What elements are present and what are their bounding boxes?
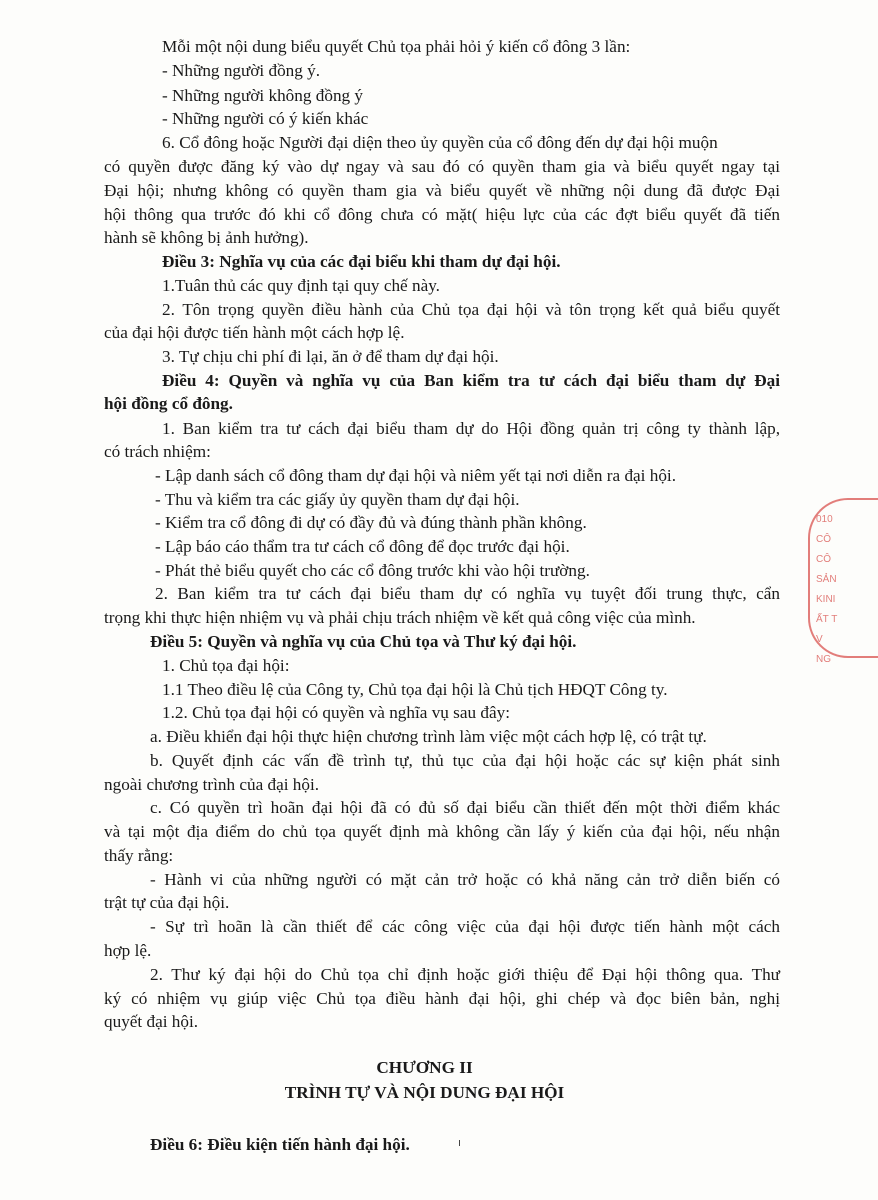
list-item: - Lập báo cáo thẩm tra tư cách cổ đông để đọc trước đại hội.: [155, 537, 570, 556]
text-line: c. Có quyền trì hoãn đại hội đã có đủ số đại biểu cần thiết đến một thời điểm khác: [150, 798, 780, 817]
text-line: 1. Ban kiểm tra tư cách đại biểu tham dự do Hội đồng quản trị công ty thành lập,: [162, 419, 780, 438]
article-heading: Điều 5: Quyền và nghĩa vụ của Chủ tọa và Thư ký đại hội.: [150, 632, 577, 651]
article-heading: hội đồng cổ đông.: [104, 394, 233, 413]
text-line: Mỗi một nội dung biểu quyết Chủ tọa phải hỏi ý kiến cổ đông 3 lần:: [162, 37, 631, 56]
text-line: có quyền được đăng ký vào dự ngay và sau đó có quyền tham gia và biểu quyết ngay tại: [104, 157, 780, 176]
list-item: - Kiểm tra cổ đông đi dự có đầy đủ và đúng thành phần không.: [155, 513, 587, 532]
text-line: 1.Tuân thủ các quy định tại quy chế này.: [162, 276, 440, 295]
text-line: và tại một địa điểm do chủ tọa quyết định mà không cần lấy ý kiến của đại hội, nếu nhận: [104, 822, 780, 841]
text-line: 1.2. Chủ tọa đại hội có quyền và nghĩa vụ sau đây:: [162, 703, 510, 722]
list-item: - Lập danh sách cổ đông tham dự đại hội và niêm yết tại nơi diễn ra đại hội.: [155, 466, 676, 485]
text-line: ký có nhiệm vụ giúp việc Chủ tọa điều hành đại hội, ghi chép và đọc biên bản, nghị: [104, 989, 780, 1008]
red-stamp-seal: 010 CÔ CÔ SẢN KINI ẤT T V NG: [808, 498, 878, 658]
chapter-number: CHƯƠNG II: [376, 1058, 473, 1077]
text-line: quyết đại hội.: [104, 1012, 199, 1031]
text-line: của đại hội được tiến hành một cách hợp lệ.: [104, 323, 405, 342]
text-line: 1. Chủ tọa đại hội:: [162, 656, 290, 675]
text-line: ngoài chương trình của đại hội.: [104, 775, 320, 794]
article-heading: Điều 4: Quyền và nghĩa vụ của Ban kiểm tra tư cách đại biểu tham dự Đại: [162, 371, 780, 390]
list-item: - Những người đồng ý.: [162, 61, 321, 80]
text-line: trọng khi thực hiện nhiệm vụ và phải chịu trách nhiệm về kết quả công việc của mình.: [104, 608, 696, 627]
text-line: 6. Cổ đông hoặc Người đại diện theo ủy quyền của cổ đông đến dự đại hội muộn: [162, 133, 718, 152]
list-item: - Phát thẻ biểu quyết cho các cổ đông trước khi vào hội trường.: [155, 561, 590, 580]
text-line: 1.1 Theo điều lệ của Công ty, Chủ tọa đại hội là Chủ tịch HĐQT Công ty.: [162, 680, 668, 699]
text-line: hội thông qua trước đó khi cổ đông chưa có mặt( hiệu lực của các đợt biểu quyết đã tiến: [104, 205, 780, 224]
article-heading: Điều 6: Điều kiện tiến hành đại hội.: [150, 1135, 410, 1154]
chapter-title: TRÌNH TỰ VÀ NỘI DUNG ĐẠI HỘI: [284, 1083, 565, 1102]
list-item: - Hành vi của những người có mặt cản trở hoặc có khả năng cản trở diễn biến có: [150, 870, 780, 889]
list-item: - Những người có ý kiến khác: [162, 109, 369, 128]
text-line: có trách nhiệm:: [104, 442, 211, 461]
text-line: trật tự của đại hội.: [104, 893, 230, 912]
text-line: 2. Tôn trọng quyền điều hành của Chủ tọa đại hội và tôn trọng kết quả biểu quyết: [162, 300, 780, 319]
text-line: 2. Thư ký đại hội do Chủ tọa chỉ định hoặc giới thiệu để Đại hội thông qua. Thư: [150, 965, 780, 984]
page-mark: [459, 1140, 460, 1146]
list-item: - Sự trì hoãn là cần thiết để các công việc của đại hội được tiến hành một cách: [150, 917, 780, 936]
list-item: - Thu và kiểm tra các giấy ủy quyền tham dự đại hội.: [155, 490, 520, 509]
list-item: - Những người không đồng ý: [162, 86, 364, 105]
text-line: thấy rằng:: [104, 846, 174, 865]
article-heading: Điều 3: Nghĩa vụ của các đại biểu khi tham dự đại hội.: [162, 252, 561, 271]
text-line: hợp lệ.: [104, 941, 152, 960]
text-line: 3. Tự chịu chi phí đi lại, ăn ở để tham dự đại hội.: [162, 347, 499, 366]
text-line: Đại hội; nhưng không có quyền tham gia và biểu quyết về những nội dung đã được Đại: [104, 181, 780, 200]
text-line: a. Điều khiển đại hội thực hiện chương trình làm việc một cách hợp lệ, có trật tự.: [150, 727, 707, 746]
text-line: b. Quyết định các vấn đề trình tự, thủ tục của đại hội hoặc các sự kiện phát sinh: [150, 751, 780, 770]
text-line: 2. Ban kiểm tra tư cách đại biểu tham dự có nghĩa vụ tuyệt đối trung thực, cẩn: [155, 584, 780, 603]
text-line: hành sẽ không bị ảnh hưởng).: [104, 228, 309, 247]
